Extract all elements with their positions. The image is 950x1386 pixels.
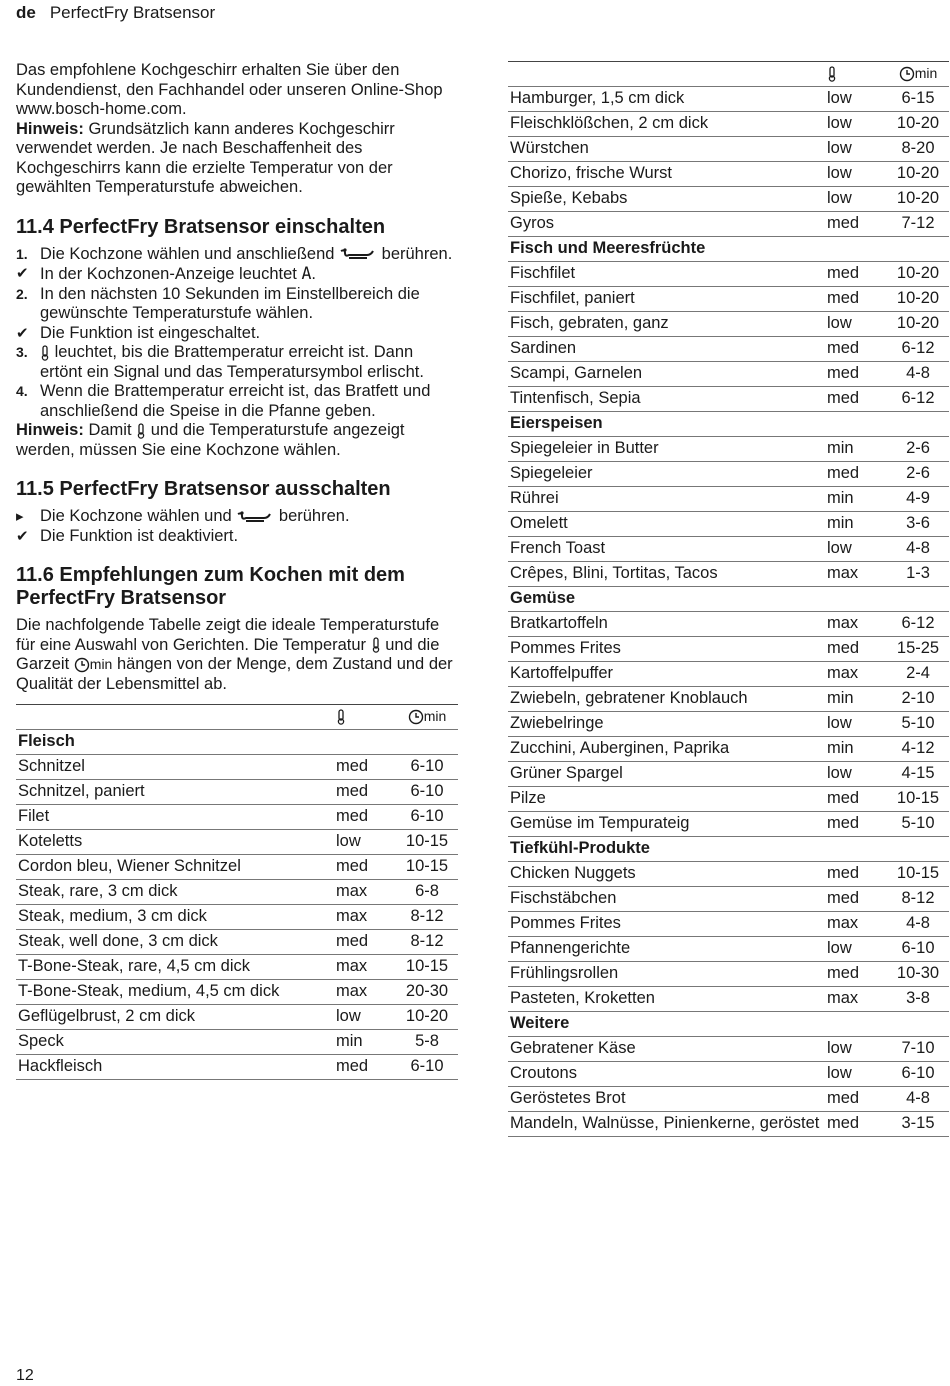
temperature-level-cell: low: [332, 829, 396, 854]
section-11-5-title: 11.5 PerfectFry Bratsensor ausschalten: [16, 478, 391, 500]
thermometer-icon: [336, 709, 346, 725]
cooking-time-cell: 8-12: [396, 904, 458, 929]
dish-cell: Bratkartoffeln: [508, 611, 823, 636]
temperature-level-cell: med: [823, 261, 887, 286]
page-number: 12: [16, 1367, 34, 1384]
table-row: [508, 211, 949, 236]
table-row: [16, 929, 458, 954]
temperature-level-cell: min: [332, 1029, 396, 1054]
section-11-6-title: 11.6 Empfehlungen zum Kochen mit dem PerfectFry Bratsensor: [16, 564, 405, 609]
cooking-time-cell: 6-8: [396, 879, 458, 904]
step-1: [16, 245, 458, 265]
category-row: [508, 586, 949, 611]
result-deactivated: [16, 527, 458, 547]
step-text: Wenn die Brattemperatur erreicht ist, das Bratfett und anschließend die Speise in die Pfanne geben.: [40, 382, 431, 420]
dish-cell: Schnitzel, paniert: [16, 779, 332, 804]
table-row: [16, 854, 458, 879]
temperature-level-cell: max: [332, 904, 396, 929]
temperature-level-cell: med: [823, 961, 887, 986]
dish-cell: Grüner Spargel: [508, 761, 823, 786]
table-row: [16, 779, 458, 804]
cooking-time-cell: 6-12: [887, 611, 949, 636]
dish-cell: Pilze: [508, 786, 823, 811]
dish-cell: Kartoffelpuffer: [508, 661, 823, 686]
table-row: [508, 911, 949, 936]
temperature-level-cell: max: [823, 986, 887, 1011]
temperature-level-cell: low: [823, 711, 887, 736]
category-label: Fleisch: [16, 729, 458, 754]
intro-hint: [16, 120, 458, 198]
dish-cell: Fischstäbchen: [508, 886, 823, 911]
dish-cell: Sardinen: [508, 336, 823, 361]
intro-block: [16, 61, 458, 198]
temperature-level-cell: med: [823, 211, 887, 236]
dish-cell: Fleischklößchen, 2 cm dick: [508, 111, 823, 136]
header-title: PerfectFry Bratsensor: [49, 3, 216, 22]
temperature-level-cell: med: [332, 754, 396, 779]
step-text: leuchtet, bis die Brattemperatur erreicht ist. Dann ertönt ein Signal und das Temperatursymbol erlischt.: [40, 343, 424, 381]
cooking-time-cell: 2-10: [887, 686, 949, 711]
temperature-level-cell: med: [332, 1054, 396, 1079]
dish-cell: Scampi, Garnelen: [508, 361, 823, 386]
table-body: [508, 62, 949, 1137]
dish-cell: Pommes Frites: [508, 636, 823, 661]
temperature-level-cell: med: [332, 929, 396, 954]
temperature-level-cell: med: [823, 811, 887, 836]
table-header-row: [508, 62, 949, 87]
dish-cell: Fischfilet: [508, 261, 823, 286]
temperature-level-cell: low: [823, 111, 887, 136]
dish-cell: Fisch, gebraten, ganz: [508, 311, 823, 336]
category-row: [16, 729, 458, 754]
dish-cell: Omelett: [508, 511, 823, 536]
table-row: [508, 936, 949, 961]
hint-label: Hinweis:: [16, 421, 84, 439]
dish-cell: Gemüse im Tempurateig: [508, 811, 823, 836]
time-header: [887, 62, 949, 87]
cooking-time-cell: 10-15: [396, 854, 458, 879]
table-row: [16, 1054, 458, 1079]
temperature-level-cell: max: [823, 661, 887, 686]
cooking-time-cell: 2-6: [887, 461, 949, 486]
table-row: [16, 979, 458, 1004]
cooking-time-cell: 4-8: [887, 361, 949, 386]
table-row: [508, 111, 949, 136]
temperature-level-cell: med: [823, 361, 887, 386]
check-icon: ✔: [16, 265, 29, 282]
hint-text: Grundsätzlich kann anderes Kochgeschirr verwendet werden. Je nach Beschaffenheit des Kochgeschirrs kann die erzielte Temperatur von der gewählten Temperaturstufe abweichen.: [16, 119, 395, 196]
result-text: Die Funktion ist eingeschaltet.: [40, 323, 261, 342]
temperature-level-cell: med: [332, 854, 396, 879]
cooking-time-cell: 3-6: [887, 511, 949, 536]
table-row: [16, 904, 458, 929]
cooking-time-cell: 4-9: [887, 486, 949, 511]
temperature-level-cell: med: [823, 336, 887, 361]
result-2: [16, 324, 458, 344]
temperature-level-cell: max: [332, 979, 396, 1004]
dish-cell: Steak, rare, 3 cm dick: [16, 879, 332, 904]
temperature-level-cell: low: [823, 311, 887, 336]
table-row: [508, 811, 949, 836]
thermometer-icon: [136, 423, 146, 439]
temperature-level-cell: min: [823, 511, 887, 536]
category-row: [508, 411, 949, 436]
cooking-time-cell: 2-4: [887, 661, 949, 686]
category-row: [508, 236, 949, 261]
time-header: [396, 705, 458, 730]
table-row: [508, 736, 949, 761]
category-label: Eierspeisen: [508, 411, 949, 436]
cooking-time-cell: 5-8: [396, 1029, 458, 1054]
table-row: [508, 1036, 949, 1061]
dish-cell: Spiegeleier: [508, 461, 823, 486]
temperature-level-cell: med: [823, 1111, 887, 1136]
cooking-time-cell: 10-30: [887, 961, 949, 986]
text-part: und die Garzeit: [16, 635, 440, 673]
table-row: [508, 1086, 949, 1111]
page-header: [16, 3, 215, 23]
table-row: [508, 261, 949, 286]
dish-cell: Steak, medium, 3 cm dick: [16, 904, 332, 929]
table-row: [16, 954, 458, 979]
table-row: [508, 161, 949, 186]
dish-cell: Spiegeleier in Butter: [508, 436, 823, 461]
temperature-level-cell: max: [823, 611, 887, 636]
table-row: [508, 686, 949, 711]
dish-cell: Spieße, Kebabs: [508, 186, 823, 211]
temperature-level-cell: min: [823, 686, 887, 711]
table-row: [508, 186, 949, 211]
step-4: [16, 382, 458, 421]
step-text-end: berühren.: [278, 507, 350, 525]
temperature-level-cell: med: [332, 779, 396, 804]
clock-icon: [74, 657, 90, 673]
table-row: [16, 804, 458, 829]
cooking-time-cell: 10-20: [887, 311, 949, 336]
temperature-level-cell: min: [823, 436, 887, 461]
dish-cell: Koteletts: [16, 829, 332, 854]
cooking-table-left: [16, 704, 458, 1080]
table-row: [508, 861, 949, 886]
cooking-time-cell: 6-10: [396, 779, 458, 804]
table-row: [508, 436, 949, 461]
table-row: [508, 761, 949, 786]
table-row: [508, 511, 949, 536]
step-text-end: berühren.: [381, 244, 453, 263]
table-row: [508, 86, 949, 111]
cooking-time-cell: 3-8: [887, 986, 949, 1011]
section-11-4-hint: [16, 421, 458, 460]
cooking-time-cell: 7-10: [887, 1036, 949, 1061]
step-text: Die Kochzone wählen und: [40, 507, 232, 525]
cooking-time-cell: 8-12: [396, 929, 458, 954]
table-row: [508, 286, 949, 311]
table-row: [16, 829, 458, 854]
result-text: Die Funktion ist deaktiviert.: [40, 526, 239, 545]
step-number: 1.: [16, 245, 28, 262]
action-step: [16, 507, 458, 527]
cooking-time-cell: 8-12: [887, 886, 949, 911]
dish-cell: T-Bone-Steak, medium, 4,5 cm dick: [16, 979, 332, 1004]
display-symbol: A: [301, 264, 312, 283]
temperature-header: [332, 705, 396, 730]
hint-text: Damit: [83, 421, 132, 439]
dish-cell: Pasteten, Kroketten: [508, 986, 823, 1011]
cooking-time-cell: 6-12: [887, 386, 949, 411]
dish-cell: Gyros: [508, 211, 823, 236]
temperature-level-cell: low: [823, 161, 887, 186]
dish-cell: Tintenfisch, Sepia: [508, 386, 823, 411]
table-row: [508, 986, 949, 1011]
dish-cell: Frühlingsrollen: [508, 961, 823, 986]
cooking-time-cell: 2-6: [887, 436, 949, 461]
cooking-time-cell: 15-25: [887, 636, 949, 661]
dish-cell: Pfannengerichte: [508, 936, 823, 961]
hint-label: Hinweis:: [16, 119, 84, 138]
cooking-time-cell: 10-15: [396, 954, 458, 979]
dish-cell: Chicken Nuggets: [508, 861, 823, 886]
intro-text: Das empfohlene Kochgeschirr erhalten Sie über den Kundendienst, den Fachhandel oder unseren Online-Shop www.bosch-home.com.: [16, 61, 443, 118]
temperature-level-cell: max: [823, 561, 887, 586]
dish-cell: Geflügelbrust, 2 cm dick: [16, 1004, 332, 1029]
category-row: [508, 1011, 949, 1036]
time-unit: min: [423, 708, 447, 724]
text-part: hängen von der Menge, dem Zustand und der Qualität der Lebensmittel ab.: [16, 655, 453, 693]
category-row: [508, 836, 949, 861]
cooking-time-cell: 4-8: [887, 911, 949, 936]
cooking-time-cell: 6-15: [887, 86, 949, 111]
cooking-time-cell: 10-20: [396, 1004, 458, 1029]
temperature-level-cell: low: [823, 186, 887, 211]
table-row: [16, 1004, 458, 1029]
temperature-level-cell: med: [823, 786, 887, 811]
temperature-level-cell: med: [332, 804, 396, 829]
dish-cell: Zucchini, Auberginen, Paprika: [508, 736, 823, 761]
temperature-level-cell: low: [332, 1004, 396, 1029]
table-row: [16, 879, 458, 904]
thermometer-icon: [827, 66, 837, 82]
category-label: Tiefkühl-Produkte: [508, 836, 949, 861]
step-number: 4.: [16, 383, 28, 399]
dish-cell: Würstchen: [508, 136, 823, 161]
thermometer-icon: [371, 637, 381, 653]
cooking-time-cell: 4-15: [887, 761, 949, 786]
table-row: [508, 136, 949, 161]
temperature-level-cell: low: [823, 1061, 887, 1086]
right-column: [508, 61, 949, 1137]
table-row: [508, 336, 949, 361]
cooking-time-cell: 4-12: [887, 736, 949, 761]
step-number: 2.: [16, 285, 28, 302]
dish-cell: Speck: [16, 1029, 332, 1054]
category-label: Gemüse: [508, 586, 949, 611]
step-number: 3.: [16, 344, 28, 360]
cooking-time-cell: 10-20: [887, 186, 949, 211]
table-header-row: [16, 705, 458, 730]
action-arrow-icon: ▸: [16, 508, 24, 525]
thermometer-icon: [40, 345, 50, 361]
table-row: [16, 754, 458, 779]
section-11-6-text: [16, 616, 458, 694]
cooking-time-cell: 6-10: [396, 1054, 458, 1079]
dish-cell: Croutons: [508, 1061, 823, 1086]
cooking-time-cell: 5-10: [887, 711, 949, 736]
cooking-time-cell: 10-15: [887, 861, 949, 886]
temperature-level-cell: med: [823, 461, 887, 486]
dish-cell: Zwiebelringe: [508, 711, 823, 736]
temperature-level-cell: med: [823, 636, 887, 661]
step-text: Die Kochzone wählen und anschließend: [40, 244, 335, 263]
section-11-4-title: 11.4 PerfectFry Bratsensor einschalten: [16, 215, 386, 238]
table-row: [508, 611, 949, 636]
category-label: Weitere: [508, 1011, 949, 1036]
table-row: [508, 1111, 949, 1136]
time-unit: min: [914, 65, 938, 81]
cooking-time-cell: 10-20: [887, 161, 949, 186]
cooking-time-cell: 10-20: [887, 111, 949, 136]
language-code: de: [16, 3, 36, 22]
dish-cell: Zwiebeln, gebratener Knoblauch: [508, 686, 823, 711]
temperature-level-cell: min: [823, 486, 887, 511]
cooking-time-cell: 3-15: [887, 1111, 949, 1136]
dish-cell: Fischfilet, paniert: [508, 286, 823, 311]
dish-cell: Gebratener Käse: [508, 1036, 823, 1061]
dish-cell: Schnitzel: [16, 754, 332, 779]
step-text: In den nächsten 10 Sekunden im Einstellbereich die gewünschte Temperaturstufe wählen.: [40, 284, 420, 322]
table-row: [508, 561, 949, 586]
table-row: [508, 661, 949, 686]
cooking-time-cell: 20-30: [396, 979, 458, 1004]
cooking-time-cell: 6-10: [887, 1061, 949, 1086]
cooking-time-cell: 7-12: [887, 211, 949, 236]
table-row: [508, 536, 949, 561]
result-text: In der Kochzonen-Anzeige leuchtet: [40, 265, 297, 283]
temperature-level-cell: med: [823, 1086, 887, 1111]
dish-cell: Steak, well done, 3 cm dick: [16, 929, 332, 954]
cooking-time-cell: 10-20: [887, 261, 949, 286]
time-unit: min: [89, 656, 113, 672]
table-row: [508, 1061, 949, 1086]
dish-cell: Rührei: [508, 486, 823, 511]
cooking-time-cell: 6-10: [887, 936, 949, 961]
cooking-time-cell: 10-15: [396, 829, 458, 854]
temperature-level-cell: low: [823, 86, 887, 111]
table-row: [508, 361, 949, 386]
table-row: [508, 311, 949, 336]
temperature-level-cell: low: [823, 536, 887, 561]
check-icon: ✔: [16, 324, 29, 342]
temperature-level-cell: med: [823, 861, 887, 886]
dish-cell: Pommes Frites: [508, 911, 823, 936]
cooking-time-cell: 4-8: [887, 1086, 949, 1111]
table-row: [508, 886, 949, 911]
temperature-level-cell: min: [823, 736, 887, 761]
left-column: [16, 61, 458, 1080]
step-3: [16, 343, 458, 382]
step-2: [16, 285, 458, 324]
dish-cell: Filet: [16, 804, 332, 829]
check-icon: ✔: [16, 527, 29, 545]
temperature-level-cell: low: [823, 761, 887, 786]
cooking-time-cell: 6-10: [396, 804, 458, 829]
dish-cell: Hackfleisch: [16, 1054, 332, 1079]
cooking-time-cell: 1-3: [887, 561, 949, 586]
temperature-level-cell: max: [823, 911, 887, 936]
cooking-time-cell: 8-20: [887, 136, 949, 161]
temperature-level-cell: med: [823, 386, 887, 411]
dish-cell: Chorizo, frische Wurst: [508, 161, 823, 186]
table-row: [508, 461, 949, 486]
temperature-level-cell: med: [823, 886, 887, 911]
temperature-level-cell: low: [823, 1036, 887, 1061]
text-part: Die nachfolgende Tabelle zeigt die ideale Temperaturstufe für eine Auswahl von Gerichten. Die Temperatur: [16, 616, 440, 654]
table-body: [16, 705, 458, 1080]
dish-cell: Hamburger, 1,5 cm dick: [508, 86, 823, 111]
clock-icon: [899, 66, 915, 82]
cooking-time-cell: 10-15: [887, 786, 949, 811]
category-label: Fisch und Meeresfrüchte: [508, 236, 949, 261]
table-row: [508, 711, 949, 736]
dish-cell: Mandeln, Walnüsse, Pinienkerne, geröstet: [508, 1111, 823, 1136]
dish-cell: T-Bone-Steak, rare, 4,5 cm dick: [16, 954, 332, 979]
cooking-time-cell: 6-10: [396, 754, 458, 779]
cooking-time-cell: 6-12: [887, 336, 949, 361]
temperature-header: [823, 62, 887, 87]
table-row: [508, 961, 949, 986]
cooking-time-cell: 5-10: [887, 811, 949, 836]
result-end: .: [311, 265, 316, 283]
table-row: [508, 636, 949, 661]
dish-cell: French Toast: [508, 536, 823, 561]
dish-cell: Cordon bleu, Wiener Schnitzel: [16, 854, 332, 879]
temperature-level-cell: med: [823, 286, 887, 311]
table-row: [508, 386, 949, 411]
cooking-time-cell: 10-20: [887, 286, 949, 311]
perfectfry-sensor-icon: [236, 510, 274, 524]
table-row: [508, 786, 949, 811]
cooking-table-right: [508, 61, 949, 1137]
cooking-time-cell: 4-8: [887, 536, 949, 561]
result-1: [16, 264, 458, 285]
temperature-level-cell: max: [332, 954, 396, 979]
clock-icon: [408, 709, 424, 725]
hint-text-end: und die Temperaturstufe angezeigt werden, müssen Sie eine Kochzone wählen.: [16, 421, 405, 459]
temperature-level-cell: low: [823, 136, 887, 161]
table-row: [508, 486, 949, 511]
temperature-level-cell: low: [823, 936, 887, 961]
temperature-level-cell: max: [332, 879, 396, 904]
dish-cell: Crêpes, Blini, Tortitas, Tacos: [508, 561, 823, 586]
dish-cell: Geröstetes Brot: [508, 1086, 823, 1111]
table-row: [16, 1029, 458, 1054]
perfectfry-sensor-icon: [339, 247, 377, 261]
